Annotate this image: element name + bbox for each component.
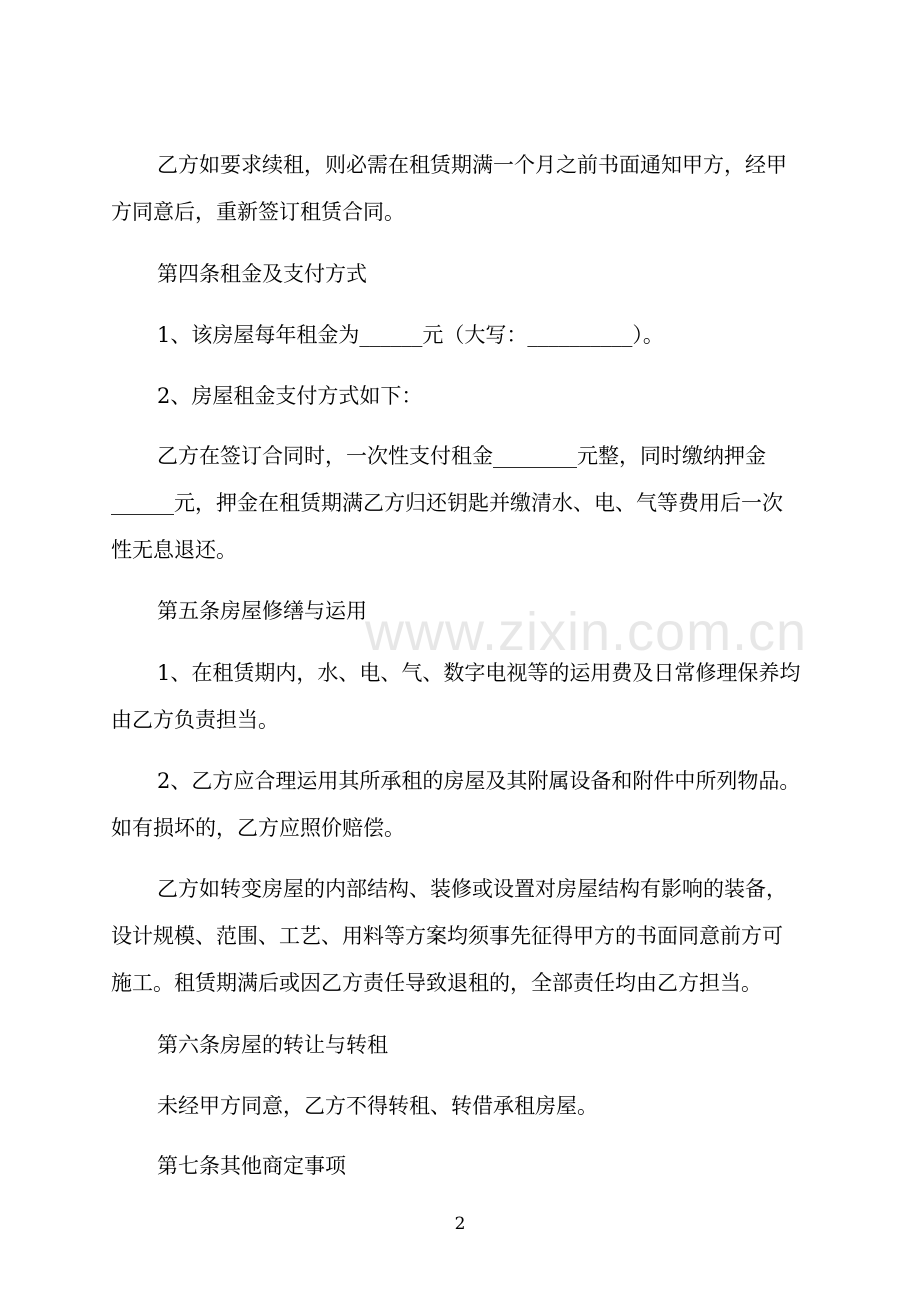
section-heading-article-4: 第四条租金及支付方式 [157, 262, 367, 286]
clause-payment-method: 2、房屋租金支付方式如下： [157, 384, 423, 408]
clause-annual-rent: 1、该房屋每年租金为______元（大写：__________）。 [157, 323, 664, 347]
paragraph-deposit-line-2: ______元，押金在租赁期满乙方归还钥匙并缴清水、电、气等费用后一次 [111, 491, 783, 515]
paragraph-alteration-line-1: 乙方如转变房屋的内部结构、装修或设置对房屋结构有影响的装备， [157, 877, 787, 901]
clause-maintenance-line-2: 由乙方负责担当。 [111, 708, 279, 732]
section-heading-article-7: 第七条其他商定事项 [157, 1154, 346, 1178]
paragraph-renewal-line-1: 乙方如要求续租，则必需在租赁期满一个月之前书面通知甲方，经甲 [157, 153, 787, 177]
clause-proper-use-line-1: 2、乙方应合理运用其所承租的房屋及其附属设备和附件中所列物品。 [157, 769, 801, 793]
paragraph-renewal-line-2: 方同意后，重新签订租赁合同。 [111, 200, 405, 224]
clause-proper-use-line-2: 如有损坏的，乙方应照价赔偿。 [111, 816, 405, 840]
clause-maintenance-line-1: 1、在租赁期内，水、电、气、数字电视等的运用费及日常修理保养均 [157, 661, 801, 685]
paragraph-deposit-line-3: 性无息退还。 [111, 538, 237, 562]
section-heading-article-6: 第六条房屋的转让与转租 [157, 1033, 388, 1057]
paragraph-sublease: 未经甲方同意，乙方不得转租、转借承租房屋。 [157, 1094, 598, 1118]
page-number: 2 [454, 1214, 466, 1234]
watermark-text: www.zixin.com.cn [365, 602, 808, 662]
paragraph-deposit-line-1: 乙方在签订合同时，一次性支付租金________元整，同时缴纳押金 [157, 444, 766, 468]
section-heading-article-5: 第五条房屋修缮与运用 [157, 599, 367, 623]
paragraph-alteration-line-3: 施工。租赁期满后或因乙方责任导致退租的，全部责任均由乙方担当。 [111, 971, 762, 995]
paragraph-alteration-line-2: 设计规模、范围、工艺、用料等方案均须事先征得甲方的书面同意前方可 [111, 924, 783, 948]
